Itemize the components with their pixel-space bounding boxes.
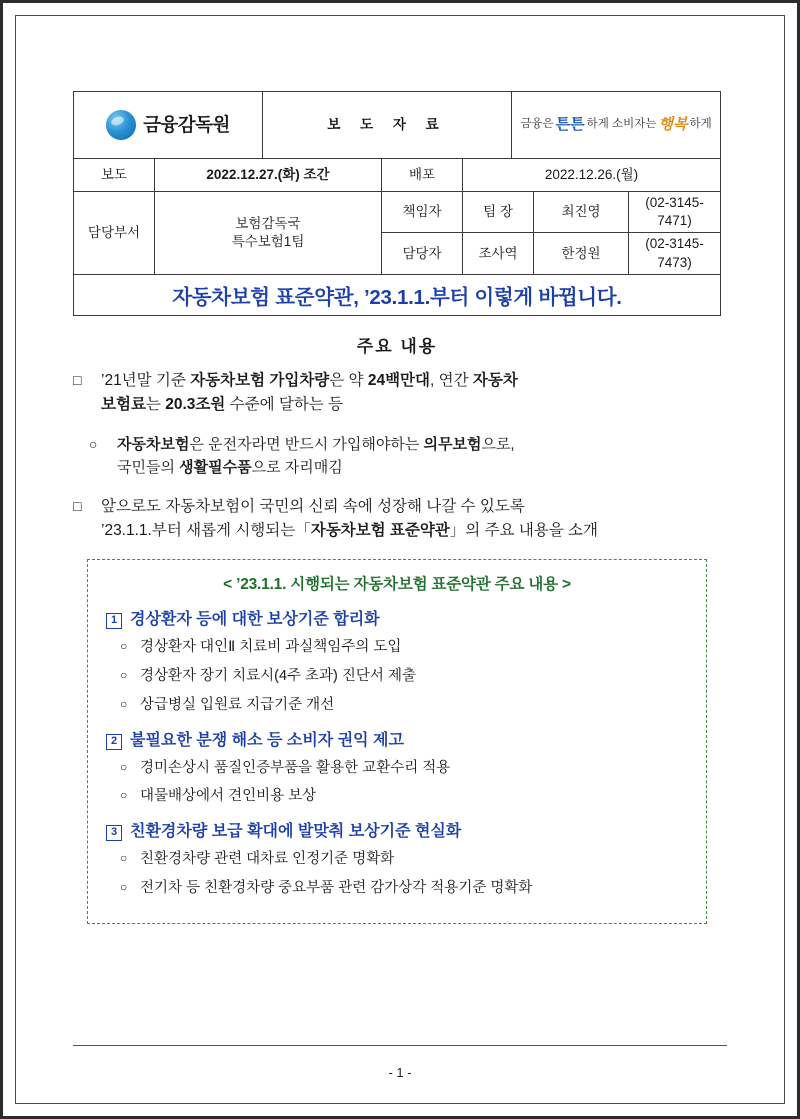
seg: 은 운전자라면 반드시 가입해야하는 bbox=[189, 435, 424, 453]
bullet-item bbox=[73, 495, 721, 543]
manager-phone: (02-3145-7471) bbox=[629, 192, 721, 233]
group-heading-text: 불필요한 분쟁 해소 등 소비자 권익 제고 bbox=[130, 731, 404, 749]
seg: 앞으로도 자동차보험이 국민의 신뢰 속에 성장해 나갈 수 있도록 bbox=[101, 498, 525, 516]
press-release-header-table bbox=[73, 91, 721, 159]
body-bullets bbox=[73, 369, 721, 544]
fss-globe-icon bbox=[106, 110, 136, 140]
circle-bullet-icon: ○ bbox=[120, 879, 128, 894]
department-label: 담당부서 bbox=[74, 192, 155, 275]
press-date-value: 2022.12.27.(화) 조간 bbox=[155, 159, 382, 192]
summary-list-item bbox=[106, 666, 688, 688]
summary-item-text: 상급병실 입원료 지급기준 개선 bbox=[140, 696, 335, 713]
header-row-branding bbox=[74, 92, 721, 159]
manager-name: 최진영 bbox=[534, 192, 629, 233]
summary-list-item bbox=[106, 878, 688, 900]
summary-item-text: 대물배상에서 견인비용 보상 bbox=[140, 788, 317, 805]
summary-group bbox=[106, 727, 688, 809]
staff-rank: 조사역 bbox=[463, 233, 534, 274]
document-content bbox=[73, 91, 721, 924]
summary-group bbox=[106, 606, 688, 716]
bullet-item bbox=[73, 369, 721, 417]
seg: 은 약 bbox=[329, 371, 368, 389]
press-dates-table bbox=[73, 158, 721, 192]
department-value bbox=[155, 192, 382, 275]
circle-bullet-icon: ○ bbox=[120, 639, 128, 654]
group-heading-text: 친환경차량 보급 확대에 발맞춰 보상기준 현실화 bbox=[130, 823, 462, 841]
seg: ’23.1.1.부터 새롭게 시행되는「 bbox=[101, 522, 311, 540]
bullet-mark: □ bbox=[73, 498, 82, 515]
summary-box-title: < ’23.1.1. 시행되는 자동차보험 표준약관 주요 내용 > bbox=[223, 576, 571, 594]
slogan-word-strong: 튼튼 bbox=[555, 115, 585, 133]
summary-list-item bbox=[106, 637, 688, 659]
bullet-text bbox=[101, 369, 721, 417]
circle-bullet-icon: ○ bbox=[120, 668, 128, 683]
seg: 수준에 달하는 등 bbox=[225, 395, 344, 413]
slogan-middle: 하게 소비자는 bbox=[586, 118, 657, 131]
footer-divider bbox=[73, 1045, 727, 1046]
summary-group-heading bbox=[106, 727, 688, 751]
seg: 으로 자리매김 bbox=[251, 459, 343, 477]
staff-name: 한정원 bbox=[534, 233, 629, 274]
slogan-word-happy: 행복 bbox=[658, 115, 688, 133]
seg: 으로, bbox=[481, 435, 515, 453]
seg: ’21년말 기준 bbox=[101, 371, 191, 389]
page-number: - 1 - bbox=[388, 1065, 412, 1080]
summary-list-item bbox=[106, 758, 688, 780]
summary-item-text: 전기차 등 친환경차량 중요부품 관련 감가상각 적용기준 명확화 bbox=[140, 879, 533, 896]
group-number-badge: 3 bbox=[106, 825, 122, 841]
slogan-prefix: 금융은 bbox=[520, 118, 554, 131]
group-heading-text: 경상환자 등에 대한 보상기준 합리화 bbox=[130, 611, 380, 629]
summary-box bbox=[87, 559, 707, 923]
headline-box bbox=[73, 274, 721, 316]
distribute-value: 2022.12.26.(월) bbox=[463, 159, 721, 192]
summary-list-item bbox=[106, 849, 688, 871]
circle-bullet-icon: ○ bbox=[120, 788, 128, 803]
department-line2: 특수보험1팀 bbox=[231, 233, 305, 249]
distribute-label: 배포 bbox=[382, 159, 463, 192]
bullet-item-sub bbox=[73, 433, 721, 480]
group-number-badge: 2 bbox=[106, 734, 122, 750]
summary-list-item bbox=[106, 786, 688, 808]
bullet-mark: ○ bbox=[89, 435, 98, 452]
document-title: 보 도 자 료 bbox=[263, 92, 512, 159]
seg-bold: 24백만대 bbox=[367, 371, 431, 389]
seg: 국민들의 bbox=[117, 459, 180, 477]
manager-rank: 팀 장 bbox=[463, 192, 534, 233]
summary-list-item bbox=[106, 695, 688, 717]
seg-bold: 자동차 bbox=[472, 371, 518, 389]
seg-bold: 보험료 bbox=[101, 395, 146, 413]
spacer bbox=[73, 423, 721, 433]
contact-row-manager bbox=[74, 192, 721, 233]
seg-bold: 자동차보험 가입차량 bbox=[190, 371, 330, 389]
staff-label: 담당자 bbox=[382, 233, 463, 274]
summary-group-heading bbox=[106, 818, 688, 842]
summary-item-text: 경상환자 대인Ⅱ 치료비 과실책임주의 도입 bbox=[140, 639, 402, 656]
spacer bbox=[73, 485, 721, 495]
group-number-badge: 1 bbox=[106, 613, 122, 629]
slogan-suffix: 하게 bbox=[689, 118, 712, 131]
summary-group-heading bbox=[106, 606, 688, 630]
bullet-text bbox=[101, 495, 721, 543]
seg: 」의 주요 내용을 소개 bbox=[449, 522, 599, 540]
seg-bold: 자동차보험 bbox=[117, 435, 190, 453]
seg-bold: 생활필수품 bbox=[179, 459, 252, 477]
dates-row bbox=[74, 159, 721, 192]
seg-bold: 의무보험 bbox=[423, 435, 482, 453]
bullet-text bbox=[117, 433, 721, 480]
circle-bullet-icon: ○ bbox=[120, 759, 128, 774]
circle-bullet-icon: ○ bbox=[120, 696, 128, 711]
slogan-cell bbox=[512, 92, 721, 159]
manager-label: 책임자 bbox=[382, 192, 463, 233]
agency-name: 금융감독원 bbox=[143, 113, 230, 135]
seg: , 연간 bbox=[430, 371, 473, 389]
summary-item-text: 경상환자 장기 치료시(4주 초과) 진단서 제출 bbox=[140, 668, 416, 685]
press-date-label: 보도 bbox=[74, 159, 155, 192]
headline-text: 자동차보험 표준약관, ’23.1.1.부터 이렇게 바뀝니다. bbox=[172, 285, 622, 309]
summary-item-text: 친환경차량 관련 대차료 인정기준 명확화 bbox=[140, 851, 395, 868]
contact-table bbox=[73, 191, 721, 275]
seg-bold: 20.3조원 bbox=[165, 395, 226, 413]
summary-item-text: 경미손상시 품질인증부품을 활용한 교환수리 적용 bbox=[140, 759, 451, 776]
bullet-mark: □ bbox=[73, 371, 82, 388]
seg: 는 bbox=[145, 395, 166, 413]
circle-bullet-icon: ○ bbox=[120, 851, 128, 866]
section-title: 주요 내용 bbox=[356, 336, 438, 356]
department-line1: 보험감독국 bbox=[235, 215, 301, 231]
seg-bold: 자동차보험 표준약관 bbox=[310, 522, 450, 540]
staff-phone: (02-3145-7473) bbox=[629, 233, 721, 274]
agency-logo-cell bbox=[74, 92, 263, 159]
summary-group bbox=[106, 818, 688, 900]
